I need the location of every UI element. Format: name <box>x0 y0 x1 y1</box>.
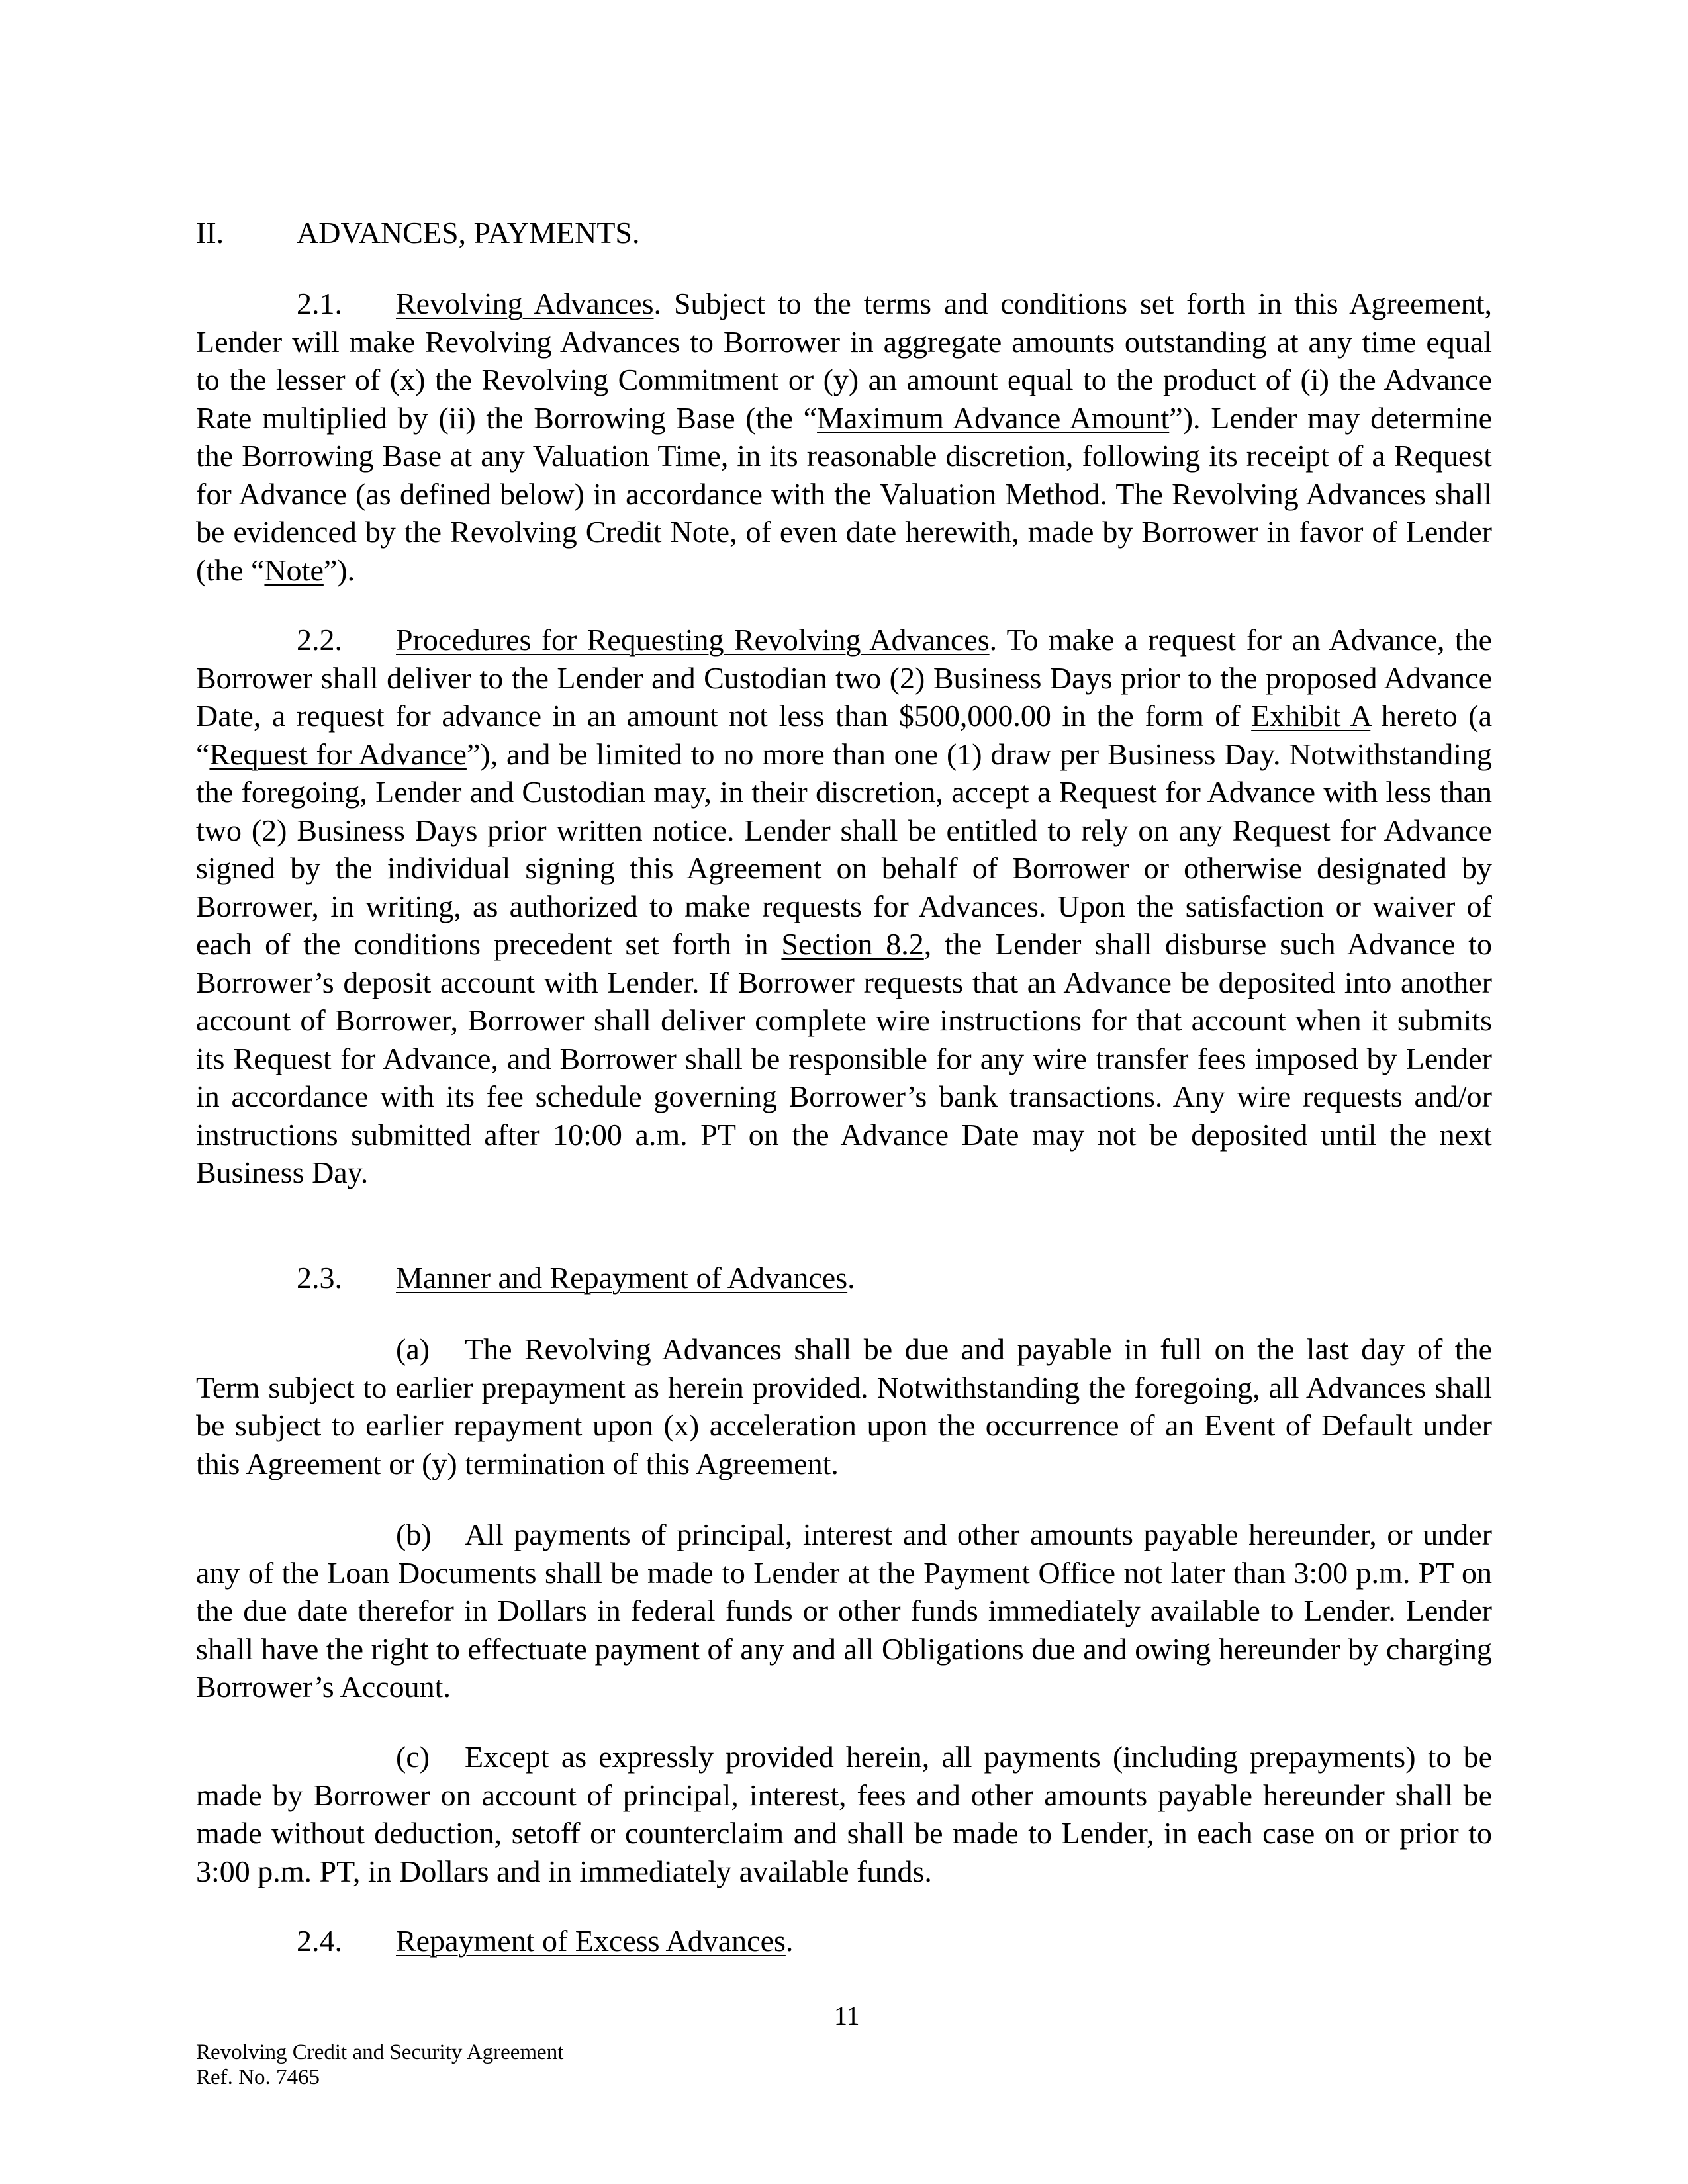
subclause-label: (a) <box>396 1332 430 1366</box>
clause-title: Manner and Repayment of Advances <box>396 1261 848 1295</box>
paragraph-2-2 <box>196 621 1492 1192</box>
clause-number: 2.4. <box>297 1924 342 1958</box>
clause-text: hereto (a “ <box>196 699 1492 771</box>
subclause-label: (c) <box>396 1740 430 1774</box>
paragraph-2-3-a <box>196 1330 1492 1482</box>
subclause-text: The Revolving Advances shall be due and payable in full on the last day of the Term subject to earlier prepayment as herein provided. Notwithstanding the foregoing, all Advances shall be subject to earlier repayment upon (x) acceleration upon the occurrence of an Event of Default under this Agreement or (y) termination of this Agreement. <box>196 1332 1492 1480</box>
subclause-label: (b) <box>396 1518 432 1551</box>
clause-title: Repayment of Excess Advances <box>396 1924 786 1958</box>
clause-text: . Subject to the terms and conditions set forth in this Agreement, Lender will make Revolving Advances to Borrower in aggregate amounts outstanding at any time equal to the lesser of (x) the Revolving Commitment or (y) an amount equal to the product of (i) the Advance Rate multiplied by (ii) the Borrowing Base (the “ <box>196 287 1492 435</box>
page-number: 11 <box>834 2001 860 2030</box>
paragraph-2-3-b <box>196 1516 1492 1706</box>
page-footer <box>196 2040 563 2090</box>
clause-text: . To make a request for an Advance, the Borrower shall deliver to the Lender and Custodian two (2) Business Days prior to the proposed Advance Date, a request for advance in an amount not less than $500,000.00 in the form of <box>196 623 1493 733</box>
paragraph-2-3-c <box>196 1738 1492 1890</box>
clause-number: 2.2. <box>297 623 342 657</box>
clause-number: 2.1. <box>297 287 342 320</box>
section-heading <box>196 213 640 253</box>
paragraph-2-3-heading: 2.3. Manner and Repayment of Advances. <box>196 1259 1492 1297</box>
clause-text: ”). Lender may determine the Borrowing Base at any Valuation Time, in its reasonable discretion, following its receipt of a Request for Advance (as defined below) in accordance with the Valuation Method. The Revolving Advances shall be evidenced by the Revolving Credit Note, of even date herewith, made by Borrower in favor of Lender (the “ <box>196 400 1492 587</box>
subclause-text: All payments of principal, interest and other amounts payable hereunder, or under any of the Loan Documents shall be made to Lender at the Payment Office not later than 3:00 p.m. PT on the due date therefor in Dollars in federal funds or other funds immediately available to Lender. Lender shall have the right to effectuate payment of any and all Obligations due and owing hereunder by charging Borrower’s Account. <box>196 1518 1492 1704</box>
clause-text: ”). <box>323 553 355 587</box>
clause-title: Procedures for Requesting Revolving Advances <box>396 623 990 657</box>
clause-number: 2.3. <box>297 1261 342 1295</box>
section-reference: Section 8.2 <box>781 927 924 961</box>
defined-term: Request for Advance <box>209 737 467 771</box>
paragraph-2-4-heading: 2.4. Repayment of Excess Advances. <box>196 1922 1492 1960</box>
clause-text: ”), and be limited to no more than one (1) draw per Business Day. Notwithstanding the foregoing, Lender and Custodian may, in their discretion, accept a Request for Advance with less than two (2) Business Days prior written notice. Lender shall be entitled to rely on any Request for Advance signed by the individual signing this Agreement on behalf of Borrower or otherwise designated by Borrower, in writing, as authorized to make requests for Advances. Upon the satisfaction or waiver of each of the conditions precedent set forth in <box>196 737 1492 961</box>
exhibit-reference: Exhibit A <box>1251 699 1371 733</box>
footer-reference-number: Ref. No. 7465 <box>196 2066 320 2089</box>
defined-term: Maximum Advance Amount <box>817 400 1170 435</box>
subclause-text: Except as expressly provided herein, all payments (including prepayments) to be made by Borrower on account of principal, interest, fees and other amounts payable hereunder shall be made without deduction, setoff or counterclaim and shall be made to Lender, in each case on or prior to 3:00 p.m. PT, in Dollars and in immediately available funds. <box>196 1740 1492 1888</box>
footer-document-title: Revolving Credit and Security Agreement <box>196 2040 564 2064</box>
section-title: ADVANCES, PAYMENTS. <box>297 216 640 250</box>
section-number: II. <box>196 216 224 250</box>
paragraph-2-1 <box>196 285 1492 589</box>
clause-text: , the Lender shall disburse such Advance to Borrower’s deposit account with Lender. If Borrower requests that an Advance be deposited into another account of Borrower, Borrower shall deliver complete wire instructions for that account when it submits its Request for Advance, and Borrower shall be responsible for any wire transfer fees imposed by Lender in accordance with its fee schedule governing Borrower’s bank transactions. Any wire requests and/or instructions submitted after 10:00 a.m. PT on the Advance Date may not be deposited until the next Business Day. <box>196 927 1492 1189</box>
defined-term: Note <box>264 553 324 587</box>
clause-title: Revolving Advances <box>396 287 654 320</box>
